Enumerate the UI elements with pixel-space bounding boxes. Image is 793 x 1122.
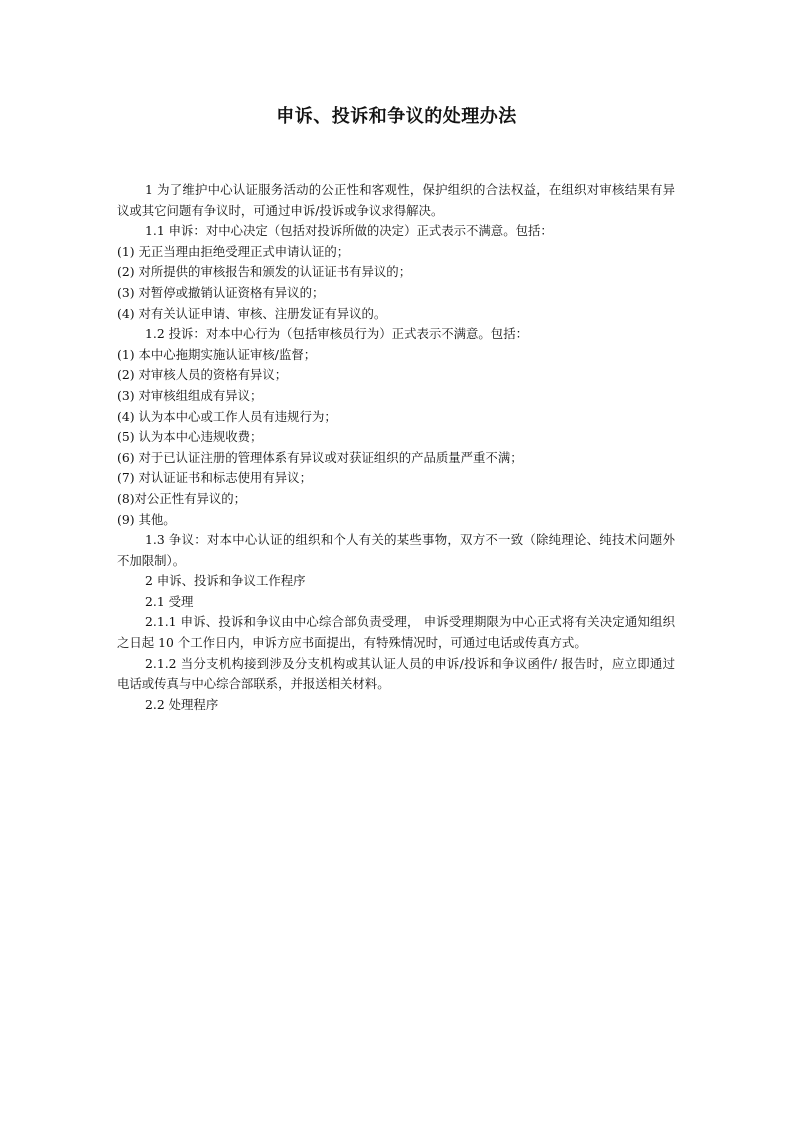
list-item: (1) 无正当理由拒绝受理正式申请认证的； [117,243,350,259]
list-item: (5) 认为本中心违规收费； [117,429,263,445]
paragraph-intro: 1 为了维护中心认证服务活动的公正性和客观性，保护组织的合法权益，在组织对审核结果有异议或其它问题有争议时，可通过申诉/投诉或争议求得解决。 [117,182,675,218]
list-item: (2) 对所提供的审核报告和颁发的认证证书有异议的； [117,264,412,280]
list-item: (1) 本中心拖期实施认证审核/监督； [117,346,317,362]
list-item: (2) 对审核人员的资格有异议； [117,367,288,383]
document-title: 申诉、投诉和争议的处理办法 [276,106,517,127]
list-item: (3) 对审核组组成有异议； [117,387,263,403]
list-item: (7) 对认证证书和标志使用有异议； [117,470,312,486]
list-item: (3) 对暂停或撤销认证资格有异议的； [117,284,325,300]
list-item: (4) 认为本中心或工作人员有违规行为； [117,408,337,424]
list-item: (6) 对于已认证注册的管理体系有异议或对获证组织的产品质量严重不满； [117,449,523,465]
section-heading-acceptance: 2.1 受理 [145,593,194,609]
paragraph-dispute: 1.3 争议：对本中心认证的组织和个人有关的某些事物，双方不一致（除纯理论、纯技术问题外不加限制）。 [117,532,675,568]
paragraph-complaint-heading: 1.2 投诉：对本中心行为（包括审核员行为）正式表示不满意。包括： [145,326,528,342]
section-heading-procedure: 2 申诉、投诉和争议工作程序 [145,573,306,589]
paragraph-2-1-1: 2.1.1 申诉、投诉和争议由中心综合部负责受理， 申诉受理期限为中心正式将有关决定通知组织之日起 10 个工作日内，申诉方应书面提出，有特殊情况时，可通过电话或传真方式。 [117,614,675,651]
list-item: (9) 其他。 [117,511,176,527]
paragraph-2-1-2: 2.1.2 当分支机构接到涉及分支机构或其认证人员的申诉/投诉和争议函件/ 报告时，应立即通过电话或传真与中心综合部联系，并报送相关材料。 [117,655,675,692]
paragraph-appeal-heading: 1.1 申诉：对中心决定（包括对投诉所做的决定）正式表示不满意。包括： [145,223,553,239]
section-heading-handling: 2.2 处理程序 [145,696,219,712]
list-item: (8)对公正性有异议的； [117,490,247,506]
document-body [117,180,675,715]
list-item: (4) 对有关认证申请、审核、注册发证有异议的。 [117,305,387,321]
